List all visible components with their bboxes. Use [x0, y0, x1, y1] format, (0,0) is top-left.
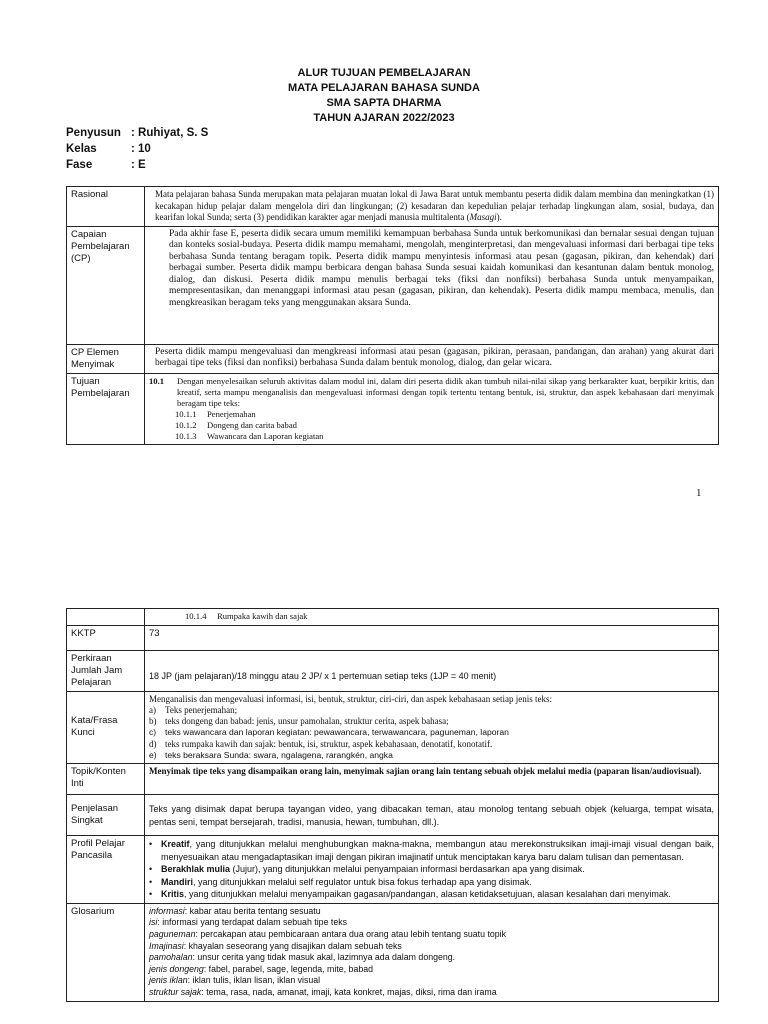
item-bold: Berakhlak mulia — [161, 864, 231, 875]
row-label: Tujuan Pembelajaran — [67, 373, 145, 444]
item-marker: d) — [149, 738, 157, 749]
header-title: ALUR TUJUAN PEMBELAJARAN — [297, 67, 471, 79]
bullet-icon: • — [149, 876, 153, 887]
glossary-term: jenis dongeng — [149, 963, 204, 974]
glossary-term: informasi — [149, 905, 185, 916]
kata-kunci-cell — [145, 691, 719, 764]
rasional-part-a: Mata pelajaran bahasa Sunda merupakan mata pelajaran muatan lokal di Jawa Barat untuk membantu peserta didik dalam membina dan meningkatkan (1) kecakapan hidup pelajar dalam mengelola diri dan lingkungan; (2) kesadaran dan kepedulian pelajar terhadap lingkungan alam, sosial, budaya, dan kearifan lokal Sunda; serta (3) pendidikan karakter agar menjadi manusia multitalenta ( — [155, 189, 714, 222]
empty-label-cell — [67, 609, 145, 626]
item-text: teks dongeng dan babad: jenis, unsur pamohalan, struktur cerita, aspek bahasa; — [165, 716, 449, 727]
page-number: 1 — [696, 487, 702, 499]
list-item — [149, 705, 714, 716]
bullet-icon: • — [149, 864, 153, 875]
list-item — [149, 863, 714, 876]
glossary-def: : percakapan atau pembicaraan antara dua orang atau lebih tentang suatu topik — [195, 928, 507, 939]
list-item — [149, 716, 714, 727]
row-label: Perkiraan Jumlah Jam Pelajaran — [67, 650, 145, 691]
glossary-def: : tema, rasa, nada, amanat, imaji, kata konkret, majas, diksi, rima dan irama — [201, 986, 497, 997]
glossary-entry — [149, 987, 714, 999]
jam-value: 18 JP (jam pelajaran)/18 minggu atau 2 JP/ x 1 pertemuan setiap teks (1JP = 40 menit) — [145, 650, 719, 691]
item-bold: Kreatif — [161, 839, 190, 850]
glossary-entry — [149, 952, 714, 964]
profil-cell — [145, 836, 719, 904]
glossary-def: : unsur cerita yang tidak masuk akal, lazimnya ada dalam dongeng. — [192, 952, 456, 963]
header-subject: MATA PELAJARAN BAHASA SUNDA — [288, 82, 480, 94]
meta-value: : Ruhiyat, S. S — [131, 127, 209, 139]
sub-number: 10.1.4 — [185, 611, 207, 621]
list-item — [175, 431, 714, 442]
item-text: teks beraksara Sunda: swara, ngalagena, rarangkén, angka — [165, 749, 393, 760]
row-label: KKTP — [67, 625, 145, 650]
item-text: (Jujur), yang ditunjukkan melalui penyampaian informasi berdasarkan apa yang disimak. — [230, 864, 585, 875]
glossary-entry — [149, 929, 714, 941]
tujuan-sublist — [149, 409, 714, 442]
atp-table-page1 — [66, 186, 719, 445]
kktp-value: 73 — [145, 625, 719, 650]
table-row-penjelasan — [67, 795, 719, 836]
rasional-italic: Masagi — [469, 212, 497, 222]
list-item — [149, 727, 714, 738]
glossary-term: pamohalan — [149, 952, 193, 963]
meta-row-fase — [66, 157, 208, 173]
table-row-cp — [67, 226, 719, 344]
cp-text: Pada akhir fase E, peserta didik secara umum memiliki kemampuan berbahasa Sunda untuk berkomunikasi dan bernalar sesuai dengan tujuan dan konteks sosial-budaya. Peserta didik mampu memahami, mengolah, menginterpretasi, dan mengevaluasi informasi dari berbagai tipe teks berbahasa Sunda tentang beragam topik. Peserta didik mampu menyintesis informasi atau pesan (gagasan, pikiran, dan kehendak) dari berbagai sumber. Peserta didik mampu berbicara dengan bahasa Sunda sesuai kaidah komunikasi dan kesantunan dalam bentuk monolog, dialog, dan diskusi. Peserta didik mampu menulis berbagai teks (fiksi dan nonfiksi) berbahasa Sunda untuk menyampaikan, mempresentasikan, dan menanggapi informasi atau pesan (gagasan, pikiran, dan kehendak). Peserta didik mampu membaca, menulis, dan mengkreasikan beragam teks yang menggunakan aksara Sunda. — [145, 226, 719, 344]
tujuan-cell — [145, 373, 719, 444]
list-item — [149, 739, 714, 750]
table-row-glosarium — [67, 903, 719, 1001]
row-label: Profil Pelajar Pancasila — [67, 836, 145, 904]
glossary-def: : fabel, parabel, sage, legenda, mite, babad — [203, 963, 374, 974]
table-row-tujuan — [67, 373, 719, 444]
glossary-def: : kabar atau berita tentang sesuatu — [184, 905, 321, 916]
sub-text: Dongeng dan carita babad — [207, 419, 297, 430]
sub-number: 10.1.1 — [175, 408, 197, 419]
item-bold: Kritis — [161, 889, 185, 900]
meta-row-kelas — [66, 141, 208, 157]
table-row-profil — [67, 836, 719, 904]
row-label: Rasional — [67, 187, 145, 227]
list-item — [149, 888, 714, 901]
sub-text: Penerjemahan — [207, 408, 256, 419]
glossary-entry — [149, 975, 714, 987]
glossary-term: isi — [149, 917, 158, 928]
list-item — [175, 420, 714, 431]
item-marker: c) — [149, 727, 157, 738]
tujuan-number: 10.1 — [149, 375, 165, 386]
penjelasan-text: Teks yang disimak dapat berupa tayangan video, yang dibacakan teman, atau monolog tentang sebuah objek (keluarga, tempat wisata, pentas seni, tempat bersejarah, tradisi, manusia, hewan, tumbuhan, dll.). — [145, 795, 719, 836]
row-label: CP Elemen Menyimak — [67, 344, 145, 373]
table-row-kata-kunci — [67, 691, 719, 764]
kata-list — [149, 705, 714, 761]
row-label: Penjelasan Singkat — [67, 795, 145, 836]
glossary-def: : iklan tulis, iklan lisan, iklan visual — [187, 975, 321, 986]
sub-number: 10.1.3 — [175, 430, 197, 441]
kata-intro: Menganalisis dan mengevaluasi informasi, isi, bentuk, struktur, ciri-ciri, dan aspek kebahasaan setiap jenis teks: — [149, 693, 553, 704]
list-item — [149, 876, 714, 889]
bullet-icon: • — [149, 839, 153, 850]
glossary-entry — [149, 964, 714, 976]
meta-key: Kelas — [66, 143, 97, 155]
bullet-icon: • — [149, 889, 153, 900]
table-row-kktp — [67, 625, 719, 650]
header-year: TAHUN AJARAN 2022/2023 — [313, 112, 455, 124]
atp-table-page2 — [66, 608, 719, 1002]
glossary-def: : khayalan seseorang yang disajikan dalam sebuah teks — [183, 940, 402, 951]
item-marker: b) — [149, 716, 157, 727]
sub-text: Wawancara dan Laporan kegiatan — [207, 430, 324, 441]
sub-number: 10.1.2 — [175, 419, 197, 430]
table-row-cp-elemen — [67, 344, 719, 373]
meta-key: Penyusun — [66, 127, 121, 139]
meta-value: : 10 — [131, 143, 151, 155]
row-label: Kata/Frasa Kunci — [67, 691, 145, 764]
list-item — [175, 409, 714, 420]
rasional-part-b: ). — [496, 212, 502, 222]
document-meta — [66, 125, 208, 173]
glosarium-cell — [145, 903, 719, 1001]
glossary-term: Imajinasi — [149, 940, 184, 951]
tujuan-text: Dengan menyelesaikan seluruh aktivitas dalam modul ini, dalam diri peserta didik akan tumbuh nilai-nilai sikap yang berkarakter kuat, berpikir kritis, dan kreatif, serta mampu menganalisis dan mengevaluasi informasi dengan topik tertentu tentang bentuk, isi, struktur, dan aspek kebahasaan dari menyimak beragam tipe teks: — [177, 375, 714, 408]
row-label: Topik/Konten Inti — [67, 764, 145, 795]
document-header — [0, 66, 768, 126]
glossary-entry — [149, 941, 714, 953]
glossary-def: : informasi yang terdapat dalam sebuah tipe teks — [157, 917, 348, 928]
item-marker: a) — [149, 704, 156, 715]
glossary-term: paguneman — [149, 928, 196, 939]
continuation-cell — [145, 609, 719, 626]
row-label: Glosarium — [67, 903, 145, 1001]
item-text: teks rumpaka kawih dan sajak: bentuk, isi, struktur, aspek kebahasaan, denotatif, konotatif. — [165, 738, 493, 749]
table-row-jam — [67, 650, 719, 691]
table-row-topik — [67, 764, 719, 795]
item-bold: Mandiri — [161, 876, 194, 887]
rasional-text — [145, 187, 719, 227]
glossary-term: jenis iklan — [149, 975, 188, 986]
item-marker: e) — [149, 749, 157, 760]
table-row-rasional — [67, 187, 719, 227]
meta-key: Fase — [66, 159, 93, 171]
profil-list — [149, 838, 714, 901]
item-text: Teks penerjemahan; — [165, 704, 238, 715]
item-text: teks wawancara dan laporan kegiatan: pewawancara, terwawancara, paguneman, laporan — [165, 727, 509, 738]
list-item — [149, 750, 714, 761]
sub-text: Rumpaka kawih dan sajak — [217, 611, 308, 621]
header-school: SMA SAPTA DHARMA — [326, 97, 442, 109]
item-text: , yang ditunjukkan melalui menyampaikan gagasan/pandangan, alasan ketidaksetujuan, alasan kesalahan dari menyimak. — [184, 889, 671, 900]
meta-row-penyusun — [66, 125, 208, 141]
table-row-continuation — [67, 609, 719, 626]
list-item — [149, 838, 714, 863]
glossary-term: struktur sajak — [149, 986, 202, 997]
item-text: , yang ditunjukkan melalui self regulator untuk bisa fokus terhadap apa yang disimak. — [193, 876, 532, 887]
item-text: , yang ditunjukkan melalui menghubungkan makna-makna, membangun atau merekonstruksikan imaji-imaji visual dengan baik, menyesuaikan atau mengadaptasikan imaji dengan pikiran imajinatif untuk menciptakan karya baru dalam tulisan dan pementasan. — [161, 839, 714, 862]
topik-text: Menyimak tipe teks yang disampaikan orang lain, menyimak sajian orang lain tentang sebuah objek melalui media (paparan lisan/audiovisual). — [145, 764, 719, 795]
row-label: Capaian Pembelajaran (CP) — [67, 226, 145, 344]
meta-value: : E — [131, 159, 146, 171]
glossary-entry — [149, 917, 714, 929]
glossary-entry — [149, 906, 714, 918]
cp-elemen-text: Peserta didik mampu mengevaluasi dan mengkreasi informasi atau pesan (gagasan, pikiran, perasaan, pandangan, dan arahan) yang akurat dari berbagai tipe teks (fiksi dan nonfiksi) berbahasa Sunda dalam bentuk monolog, dialog, dan gelar wicara. — [145, 344, 719, 373]
